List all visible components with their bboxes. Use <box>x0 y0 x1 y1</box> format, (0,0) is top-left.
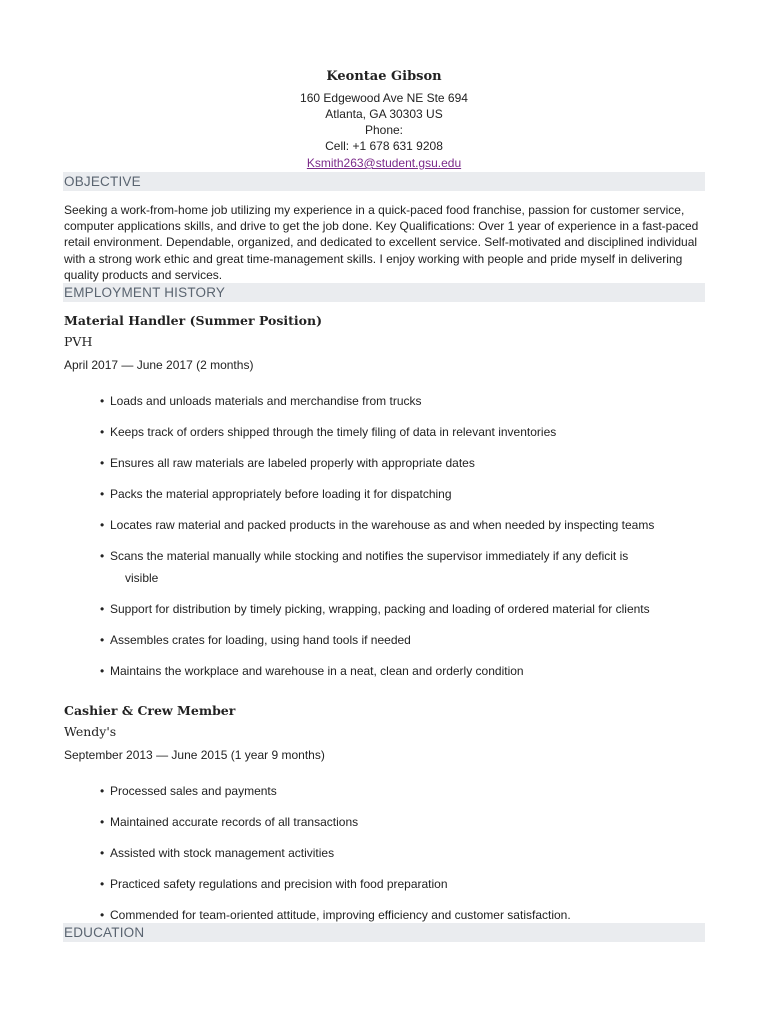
resume-header <box>0 68 768 172</box>
company-name: PVH <box>64 334 93 349</box>
bullet-dot-icon: • <box>100 456 105 470</box>
list-item: • Maintained accurate records of all transactions <box>100 811 710 833</box>
phone-label: Phone: <box>364 123 404 137</box>
list-item: • Support for distribution by timely picking, wrapping, packing and loading of ordered material for clients <box>100 598 710 620</box>
employment-dates: April 2017 — June 2017 (2 months) <box>64 358 254 372</box>
bullet-dot-icon: • <box>100 908 105 922</box>
job-title: Cashier & Crew Member <box>64 703 236 718</box>
address-line-2: Atlanta, GA 30303 US <box>325 107 443 121</box>
list-item: • Processed sales and payments <box>100 780 710 802</box>
list-item: • Assembles crates for loading, using hand tools if needed <box>100 629 710 651</box>
bullet-dot-icon: • <box>100 877 105 891</box>
list-item: • Keeps track of orders shipped through the timely filing of data in relevant inventories <box>100 421 710 443</box>
candidate-name: Keontae Gibson <box>326 69 442 84</box>
bullet-dot-icon: • <box>100 394 105 408</box>
bullet-dot-icon: • <box>100 602 105 616</box>
bullet-dot-icon: • <box>100 549 105 563</box>
objective-text: Seeking a work-from-home job utilizing my experience in a quick-paced food franchise, passion for customer service, computer applications skills, and drive to get the job done. Key Qualifications: Over 1 year of experience in a fast-paced retail environment. Dependable, organized, and dedicated to excellent service. Self-motivated and disciplined individual with a strong work ethic and great time-management skills. I enjoy working with people and pride myself in delivering quality products and services. <box>64 203 699 282</box>
email-link[interactable]: Ksmith263@student.gsu.edu <box>306 156 462 170</box>
employment-dates: September 2013 — June 2015 (1 year 9 months) <box>64 748 325 762</box>
bullet-dot-icon: • <box>100 846 105 860</box>
list-item: • Practiced safety regulations and precision with food preparation <box>100 873 710 895</box>
bullet-dot-icon: • <box>100 784 105 798</box>
section-header-education: EDUCATION <box>63 923 705 942</box>
bullet-dot-icon: • <box>100 518 105 532</box>
cell-phone: Cell: +1 678 631 9208 <box>325 139 443 153</box>
list-item: • Loads and unloads materials and merchandise from trucks <box>100 390 710 412</box>
bullet-dot-icon: • <box>100 815 105 829</box>
bullet-dot-icon: • <box>100 664 105 678</box>
address-line-1: 160 Edgewood Ave NE Ste 694 <box>300 91 468 105</box>
job-title: Material Handler (Summer Position) <box>64 313 322 328</box>
list-item: • Locates raw material and packed products in the warehouse as and when needed by inspecting teams <box>100 514 710 536</box>
list-item: • Packs the material appropriately before loading it for dispatching <box>100 483 710 505</box>
bullet-dot-icon: • <box>100 487 105 501</box>
bullet-dot-icon: • <box>100 425 105 439</box>
bullet-dot-icon: • <box>100 633 105 647</box>
list-item-continuation: visible <box>125 571 159 585</box>
list-item: • Assisted with stock management activities <box>100 842 710 864</box>
list-item: • Scans the material manually while stocking and notifies the supervisor immediately if any deficit is visible <box>100 545 710 589</box>
list-item: • Maintains the workplace and warehouse in a neat, clean and orderly condition <box>100 660 710 682</box>
section-header-employment-history: EMPLOYMENT HISTORY <box>63 283 705 302</box>
list-item: • Ensures all raw materials are labeled properly with appropriate dates <box>100 452 710 474</box>
company-name: Wendy's <box>64 724 117 739</box>
section-header-objective: OBJECTIVE <box>63 172 705 191</box>
list-item: • Commended for team-oriented attitude, improving efficiency and customer satisfaction. <box>100 904 710 926</box>
